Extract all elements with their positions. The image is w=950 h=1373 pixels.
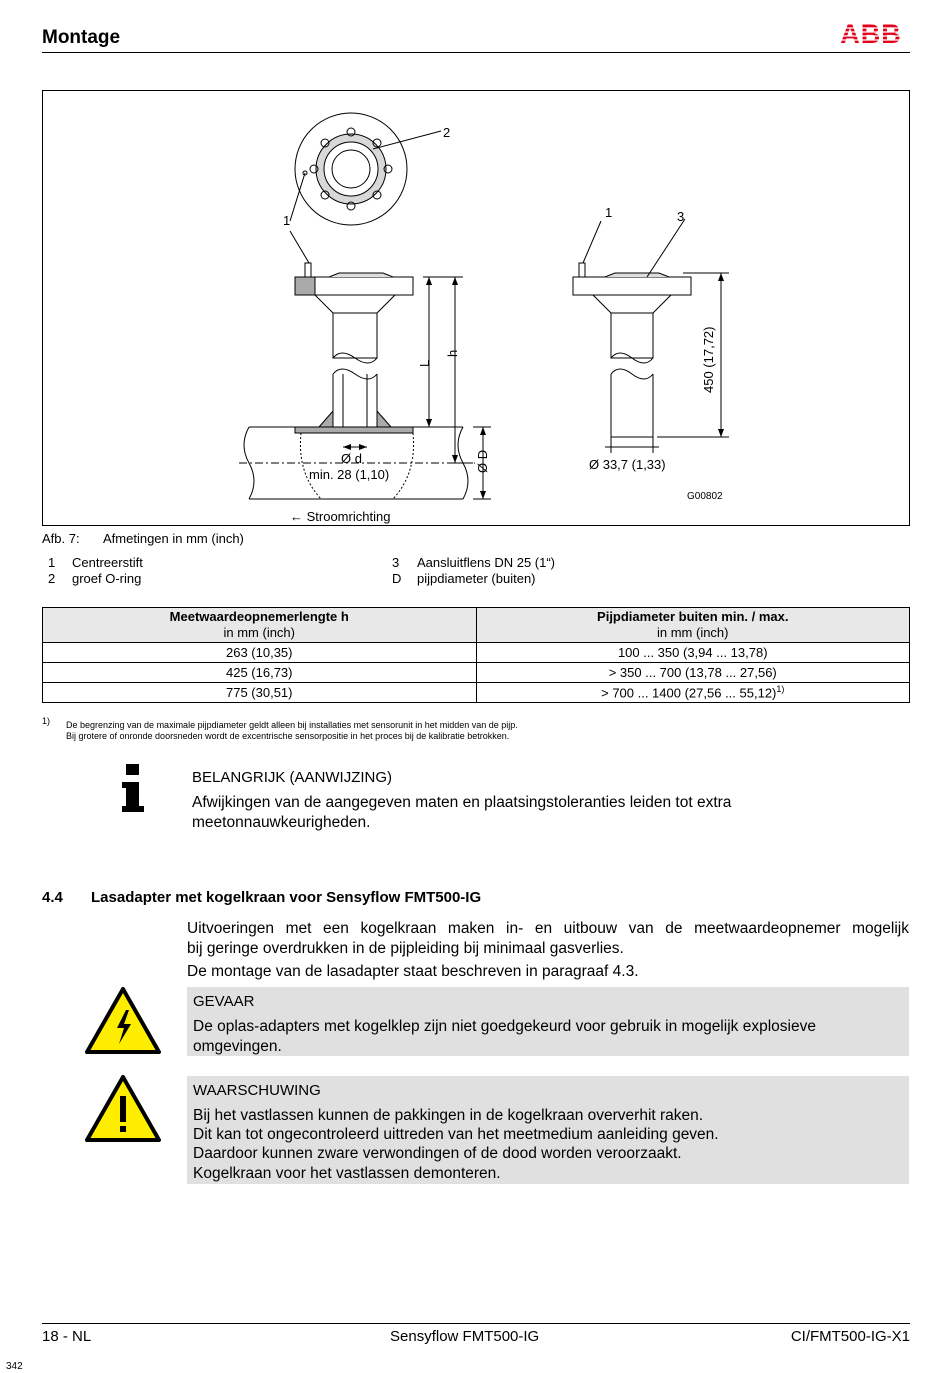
- dimension-arrows: [343, 273, 724, 499]
- figure-caption-label: Afb. 7:: [42, 531, 80, 546]
- flow-direction-label: ← Stroomrichting: [290, 509, 391, 524]
- callout-1a: 1: [283, 213, 291, 228]
- legend-text-1: Centreerstift: [72, 555, 143, 570]
- table-cell: 263 (10,35): [43, 643, 477, 663]
- note-line-1: Afwijkingen van de aangegeven maten en plaatsingstoleranties leiden tot extra: [192, 794, 732, 811]
- footnote-mark: 1): [42, 716, 51, 726]
- figure-caption-text: Afmetingen in mm (inch): [103, 531, 244, 546]
- section-para-2: De montage van de lasadapter staat beschreven in paragraaf 4.3.: [187, 963, 639, 980]
- dim-d-label: Ø d: [341, 451, 362, 466]
- table-cell: > 700 ... 1400 (27,56 ... 55,12)$^{1)}$: [476, 683, 910, 703]
- table-header-length: Meetwaardeopnemerlengte h in mm (inch): [43, 608, 477, 643]
- footnote-line-1: De begrenzing van de maximale pijpdiameter geldt alleen bij installaties met sensorunit in het midden van de pijp.: [66, 720, 518, 730]
- table-header-diameter: Pijpdiameter buiten min. / max. in mm (inch): [476, 608, 910, 643]
- callout-3: 3: [677, 209, 685, 224]
- footer-rule: [42, 1323, 910, 1324]
- legend-key-3: 3: [392, 555, 400, 570]
- dim-pipe-label: Ø 33,7 (1,33): [589, 457, 666, 472]
- dimension-figure: [42, 90, 910, 526]
- dim-D-label: Ø D: [475, 449, 490, 473]
- section-para-1b: bij geringe overdrukken in de pijpleiding bij minimaal gasverlies.: [187, 940, 624, 957]
- legend-key-D: D: [392, 571, 402, 586]
- callout-2: 2: [443, 125, 451, 140]
- danger-line-1: De oplas-adapters met kogelklep zijn niet goedgekeurd voor gebruik in mogelijk explosieve: [193, 1018, 816, 1035]
- legend-text-3: Aansluitflens DN 25 (1“): [417, 555, 555, 570]
- section-para-1a: Uitvoeringen met een kogelkraan maken in- en uitbouw van de meetwaardeopnemer mogelijk: [187, 920, 909, 937]
- table-cell: 775 (30,51): [43, 683, 477, 703]
- dimensions-table: [42, 607, 910, 703]
- info-icon: [118, 762, 148, 819]
- warning-line-1: Bij het vastlassen kunnen de pakkingen in de kogelkraan oververhit raken.: [193, 1107, 704, 1124]
- table-row: [43, 663, 910, 683]
- dim-h-label: h: [445, 349, 460, 357]
- warning-title: WAARSCHUWING: [193, 1082, 321, 1099]
- legend-text-D: pijpdiameter (buiten): [417, 571, 536, 586]
- warning-exclamation-icon: [84, 1074, 162, 1149]
- warning-line-4: Kogelkraan voor het vastlassen demonteren.: [193, 1165, 501, 1182]
- note-line-2: meetonnauwkeurigheden.: [192, 814, 371, 831]
- header-rule: [42, 52, 910, 53]
- sensor-side-view-left: [239, 231, 491, 499]
- footer-product: Sensyflow FMT500-IG: [390, 1328, 540, 1345]
- section-title: Lasadapter met kogelkraan voor Sensyflow FMT500-IG: [91, 889, 482, 906]
- danger-title: GEVAAR: [193, 993, 255, 1010]
- callout-1b: 1: [605, 205, 613, 220]
- legend-key-2: 2: [48, 571, 56, 586]
- warning-line-3: Daardoor kunnen zware verwondingen of de dood worden veroorzaakt.: [193, 1145, 682, 1162]
- legend-text-2: groef O-ring: [72, 571, 142, 586]
- section-number: 4.4: [42, 889, 63, 906]
- table-cell: 425 (16,73): [43, 663, 477, 683]
- high-voltage-warning-icon: [84, 986, 162, 1061]
- dim-L-label: L: [417, 359, 432, 367]
- abb-logo-text: ABB: [840, 22, 902, 46]
- table-cell: > 350 ... 700 (13,78 ... 27,56): [476, 663, 910, 683]
- note-title: BELANGRIJK (AANWIJZING): [192, 769, 393, 786]
- table-row: [43, 683, 910, 703]
- dim-min-label: min. 28 (1,10): [309, 467, 390, 482]
- footer-page: 18 - NL: [42, 1328, 92, 1345]
- abb-logo: [832, 22, 910, 46]
- figure-code: G00802: [687, 491, 723, 502]
- footnote-ref: 1): [776, 684, 785, 695]
- page-number: 342: [6, 1361, 23, 1372]
- warning-line-2: Dit kan tot ongecontroleerd uittreden van het meetmedium aanleiding geven.: [193, 1126, 719, 1143]
- page-title: Montage: [42, 27, 121, 48]
- flange-top-view: [290, 113, 441, 225]
- table-row: [43, 643, 910, 663]
- dim-450-label: 450 (17,72): [701, 326, 716, 393]
- legend-key-1: 1: [48, 555, 56, 570]
- footer-docid: CI/FMT500-IG-X1: [790, 1328, 910, 1345]
- danger-line-2: omgevingen.: [193, 1038, 282, 1055]
- footnote-line-2: Bij grotere of onronde doorsneden wordt de excentrische sensorpositie in het proces bij de kalibratie betrokken.: [66, 731, 510, 741]
- table-cell: 100 ... 350 (3,94 ... 13,78): [476, 643, 910, 663]
